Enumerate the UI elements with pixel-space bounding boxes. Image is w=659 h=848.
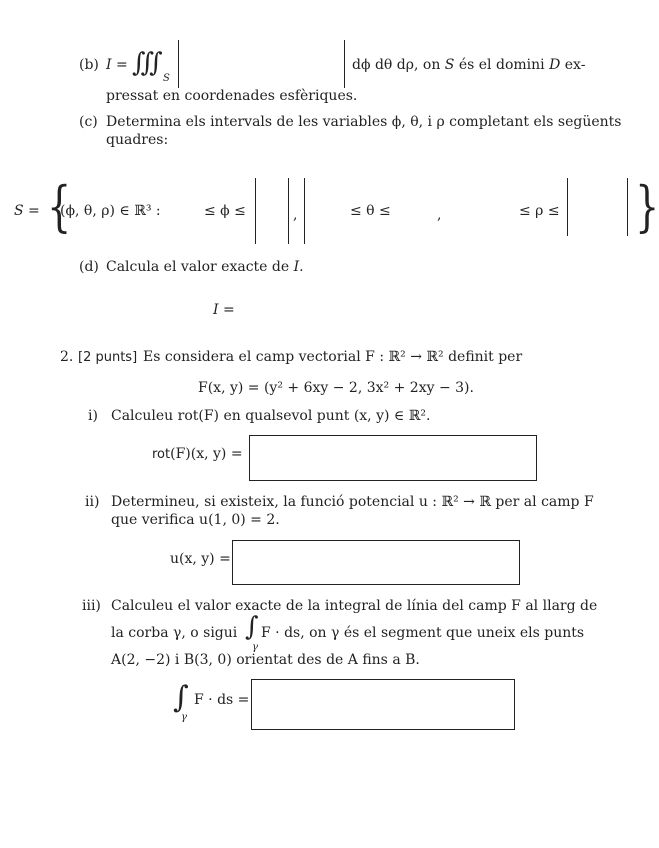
rho-upper-box-right[interactable]: [627, 178, 628, 236]
part-c-line2: quadres:: [106, 132, 169, 148]
item-iii-line3: A(2, −2) i B(3, 0) orientat des de A fins a B.: [111, 652, 420, 668]
set-comma-1: ,: [293, 207, 298, 223]
part-b-label: (b): [79, 57, 99, 73]
part-c-label: (c): [79, 114, 98, 130]
close-brace: }: [635, 175, 659, 238]
phi-upper-box-right[interactable]: [288, 178, 289, 244]
item-iii-line2a: la corba γ, o sigui: [111, 625, 238, 641]
potential-answer-box[interactable]: [232, 540, 520, 585]
integrand-right-bar: [344, 40, 345, 88]
integrand-left-bar: [178, 40, 179, 88]
problem-2-number: 2.: [60, 349, 74, 365]
integral-subscript: S: [163, 73, 170, 84]
triple-integral-sign: ∭: [132, 48, 163, 78]
problem-2-formula: F(x, y) = (y² + 6xy − 2, 3x² + 2xy − 3).: [198, 380, 474, 396]
theta-relation: ≤ θ ≤: [350, 203, 391, 219]
part-c-line1: Determina els intervals de les variables ϕ, θ, i ρ completant els següents: [106, 114, 622, 130]
item-ii-line2: que verifica u(1, 0) = 2.: [111, 512, 280, 528]
item-i-text: Calculeu rot(F) en qualsevol punt (x, y) ∈ ℝ².: [111, 408, 431, 424]
item-i-label: i): [88, 408, 98, 424]
phi-upper-box-left[interactable]: [255, 178, 256, 244]
item-i-answer-lhs: rot(F)(x, y) =: [152, 446, 243, 462]
rot-answer-box[interactable]: [249, 435, 537, 481]
item-iii-answer-lhs: F · ds =: [194, 692, 250, 708]
problem-2-intro: Es considera el camp vectorial F : ℝ² → ℝ² definit per: [143, 349, 523, 365]
line-integral-sign-answer: ∫: [173, 680, 189, 715]
part-b-lhs: I =: [106, 57, 128, 73]
problem-2-points: [2 punts]: [78, 350, 138, 365]
part-b-tail: dϕ dθ dρ, on S és el domini D ex-: [352, 57, 586, 73]
item-iii-label: iii): [82, 598, 101, 614]
line-integral-sub-answer: γ: [181, 712, 187, 723]
rho-upper-box-left[interactable]: [567, 178, 568, 236]
theta-lower-box-left[interactable]: [304, 178, 305, 244]
item-iii-line2b: F · ds, on γ és el segment que uneix els punts: [261, 625, 585, 641]
open-brace: {: [47, 175, 72, 238]
line-integral-answer-box[interactable]: [251, 679, 515, 730]
set-comma-2: ,: [437, 207, 442, 223]
part-d-text: Calcula el valor exacte de I.: [106, 259, 304, 275]
set-lhs: S =: [14, 203, 40, 219]
rho-relation: ≤ ρ ≤: [519, 203, 560, 219]
set-tuple: (ϕ, θ, ρ) ∈ ℝ³ :: [60, 203, 161, 219]
item-ii-answer-lhs: u(x, y) =: [170, 551, 231, 567]
part-d-label: (d): [79, 259, 99, 275]
item-ii-label: ii): [85, 494, 100, 510]
item-ii-line1: Determineu, si existeix, la funció potencial u : ℝ² → ℝ per al camp F: [111, 494, 594, 510]
line-integral-sub-inline: γ: [252, 642, 258, 653]
part-d-answer-lhs: I =: [213, 302, 235, 318]
phi-relation: ≤ ϕ ≤: [204, 203, 246, 219]
part-b-line2: pressat en coordenades esfèriques.: [106, 88, 358, 104]
item-iii-line1: Calculeu el valor exacte de la integral de línia del camp F al llarg de: [111, 598, 598, 614]
line-integral-sign-inline: ∫: [245, 612, 259, 642]
